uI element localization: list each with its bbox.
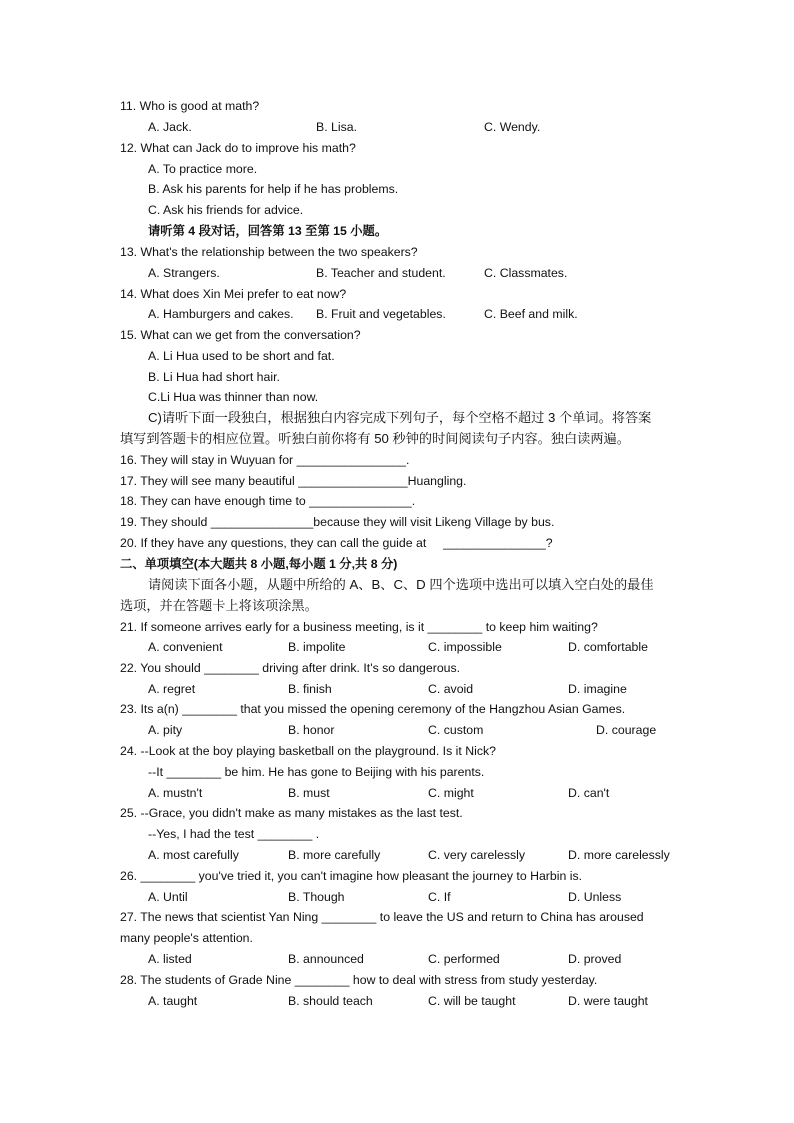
part-2-title: 二、单项填空(本大题共 8 小题,每小题 1 分,共 8 分) (120, 557, 398, 571)
q22-option-d: D. imagine (568, 682, 627, 696)
q16-text: 16. They will stay in Wuyuan for (120, 453, 294, 467)
question-11-stem: 11. Who is good at math? (120, 99, 260, 113)
question-16 (120, 452, 409, 468)
q12-option-b: B. Ask his parents for help if he has problems. (148, 182, 399, 196)
question-28-stem: 28. The students of Grade Nine ________ how to deal with stress from study yesterday. (120, 973, 598, 987)
q12-option-a: A. To practice more. (148, 162, 258, 176)
question-21-stem: 21. If someone arrives early for a business meeting, is it ________ to keep him waiting? (120, 620, 598, 634)
question-23-stem: 23. Its a(n) ________ that you missed the opening ceremony of the Hangzhou Asian Games. (120, 702, 626, 716)
q27-option-b: B. announced (288, 952, 364, 966)
part-2-instruction-line2: 选项，并在答题卡上将该项涂黑。 (120, 598, 318, 613)
q26-option-c: C. If (428, 890, 451, 904)
part-2-instruction-line1: 请阅读下面各小题，从题中所给的 A、B、C、D 四个选项中选出可以填入空白处的最佳 (148, 577, 654, 592)
q27-option-c: C. performed (428, 952, 500, 966)
section-c-instruction-line2: 填写到答题卡的相应位置。听独白前你将有 50 秒钟的时间阅读句子内容。独白读两遍。 (120, 431, 630, 446)
q28-option-d: D. were taught (568, 994, 648, 1008)
q12-option-c: C. Ask his friends for advice. (148, 203, 304, 217)
question-27-stem: 27. The news that scientist Yan Ning ________ to leave the US and return to China has aroused (120, 910, 644, 924)
q16-blank: ________________ (296, 453, 407, 467)
q25-option-a: A. most carefully (148, 848, 239, 862)
q22-option-a: A. regret (148, 682, 196, 696)
q11-option-c: C. Wendy. (484, 120, 541, 134)
q19-suffix: because they will visit Likeng Village by bus. (313, 515, 555, 529)
question-24-stem: 24. --Look at the boy playing basketball on the playground. Is it Nick? (120, 744, 496, 758)
q11-option-b: B. Lisa. (316, 120, 358, 134)
q23-option-a: A. pity (148, 723, 183, 737)
question-15-stem: 15. What can we get from the conversation? (120, 328, 361, 342)
q26-option-b: B. Though (288, 890, 345, 904)
q21-option-b: B. impolite (288, 640, 346, 654)
q22-option-b: B. finish (288, 682, 332, 696)
q18-text: 18. They can have enough time to (120, 494, 306, 508)
q14-option-a: A. Hamburgers and cakes. (148, 307, 294, 321)
q24-option-a: A. mustn't (148, 786, 203, 800)
q13-option-b: B. Teacher and student. (316, 266, 446, 280)
q19-text: 19. They should (120, 515, 208, 529)
q21-option-d: D. comfortable (568, 640, 648, 654)
q28-option-a: A. taught (148, 994, 198, 1008)
question-12-stem: 12. What can Jack do to improve his math? (120, 141, 356, 155)
section-c-instruction-line1: C)请听下面一段独白，根据独白内容完成下列句子，每个空格不超过 3 个单词。将答案 (148, 410, 652, 425)
q26-option-a: A. Until (148, 890, 188, 904)
question-18 (120, 493, 415, 509)
question-27-stem-cont: many people's attention. (120, 931, 253, 945)
question-26-stem: 26. ________ you've tried it, you can't imagine how pleasant the journey to Harbin is. (120, 869, 583, 883)
q11-option-a: A. Jack. (148, 120, 192, 134)
q23-option-b: B. honor (288, 723, 335, 737)
question-25-reply: --Yes, I had the test ________ . (148, 827, 320, 841)
dialogue-4-instruction: 请听第 4 段对话，回答第 13 至第 15 小题。 (148, 224, 388, 238)
q28-option-c: C. will be taught (428, 994, 516, 1008)
q20-suffix: ? (545, 536, 553, 550)
q15-option-a: A. Li Hua used to be short and fat. (148, 349, 335, 363)
q15-option-c: C.Li Hua was thinner than now. (148, 390, 319, 404)
q25-option-c: C. very carelessly (428, 848, 526, 862)
q25-option-b: B. more carefully (288, 848, 381, 862)
q13-option-c: C. Classmates. (484, 266, 568, 280)
q26-option-d: D. Unless (568, 890, 622, 904)
q27-option-d: D. proved (568, 952, 622, 966)
q15-option-b: B. Li Hua had short hair. (148, 370, 280, 384)
question-19 (120, 514, 554, 530)
q23-option-d: D. courage (596, 723, 657, 737)
q17-suffix: Huangling. (407, 474, 467, 488)
question-13-stem: 13. What's the relationship between the two speakers? (120, 245, 418, 259)
q22-option-c: C. avoid (428, 682, 474, 696)
q18-suffix: . (411, 494, 416, 508)
q21-option-c: C. impossible (428, 640, 502, 654)
question-17 (120, 473, 466, 489)
question-24-reply: --It ________ be him. He has gone to Beijing with his parents. (148, 765, 485, 779)
q13-option-a: A. Strangers. (148, 266, 220, 280)
q24-option-c: C. might (428, 786, 474, 800)
q17-blank: ________________ (298, 474, 408, 488)
q18-blank: _______________ (309, 494, 412, 508)
q25-option-d: D. more carelessly (568, 848, 670, 862)
q23-option-c: C. custom (428, 723, 484, 737)
question-25-stem: 25. --Grace, you didn't make as many mistakes as the last test. (120, 806, 463, 820)
question-22-stem: 22. You should ________ driving after drink. It's so dangerous. (120, 661, 461, 675)
q24-option-b: B. must (288, 786, 330, 800)
q20-text: 20. If they have any questions, they can call the guide at (120, 536, 427, 550)
q28-option-b: B. should teach (288, 994, 373, 1008)
q14-option-c: C. Beef and milk. (484, 307, 578, 321)
q14-option-b: B. Fruit and vegetables. (316, 307, 446, 321)
q17-text: 17. They will see many beautiful (120, 474, 295, 488)
q27-option-a: A. listed (148, 952, 192, 966)
q24-option-d: D. can't (568, 786, 610, 800)
q20-blank: _______________ (443, 536, 546, 550)
q21-option-a: A. convenient (148, 640, 223, 654)
q19-blank: _______________ (210, 515, 314, 529)
question-20 (120, 535, 553, 551)
q16-suffix: . (406, 453, 410, 467)
question-14-stem: 14. What does Xin Mei prefer to eat now? (120, 287, 347, 301)
